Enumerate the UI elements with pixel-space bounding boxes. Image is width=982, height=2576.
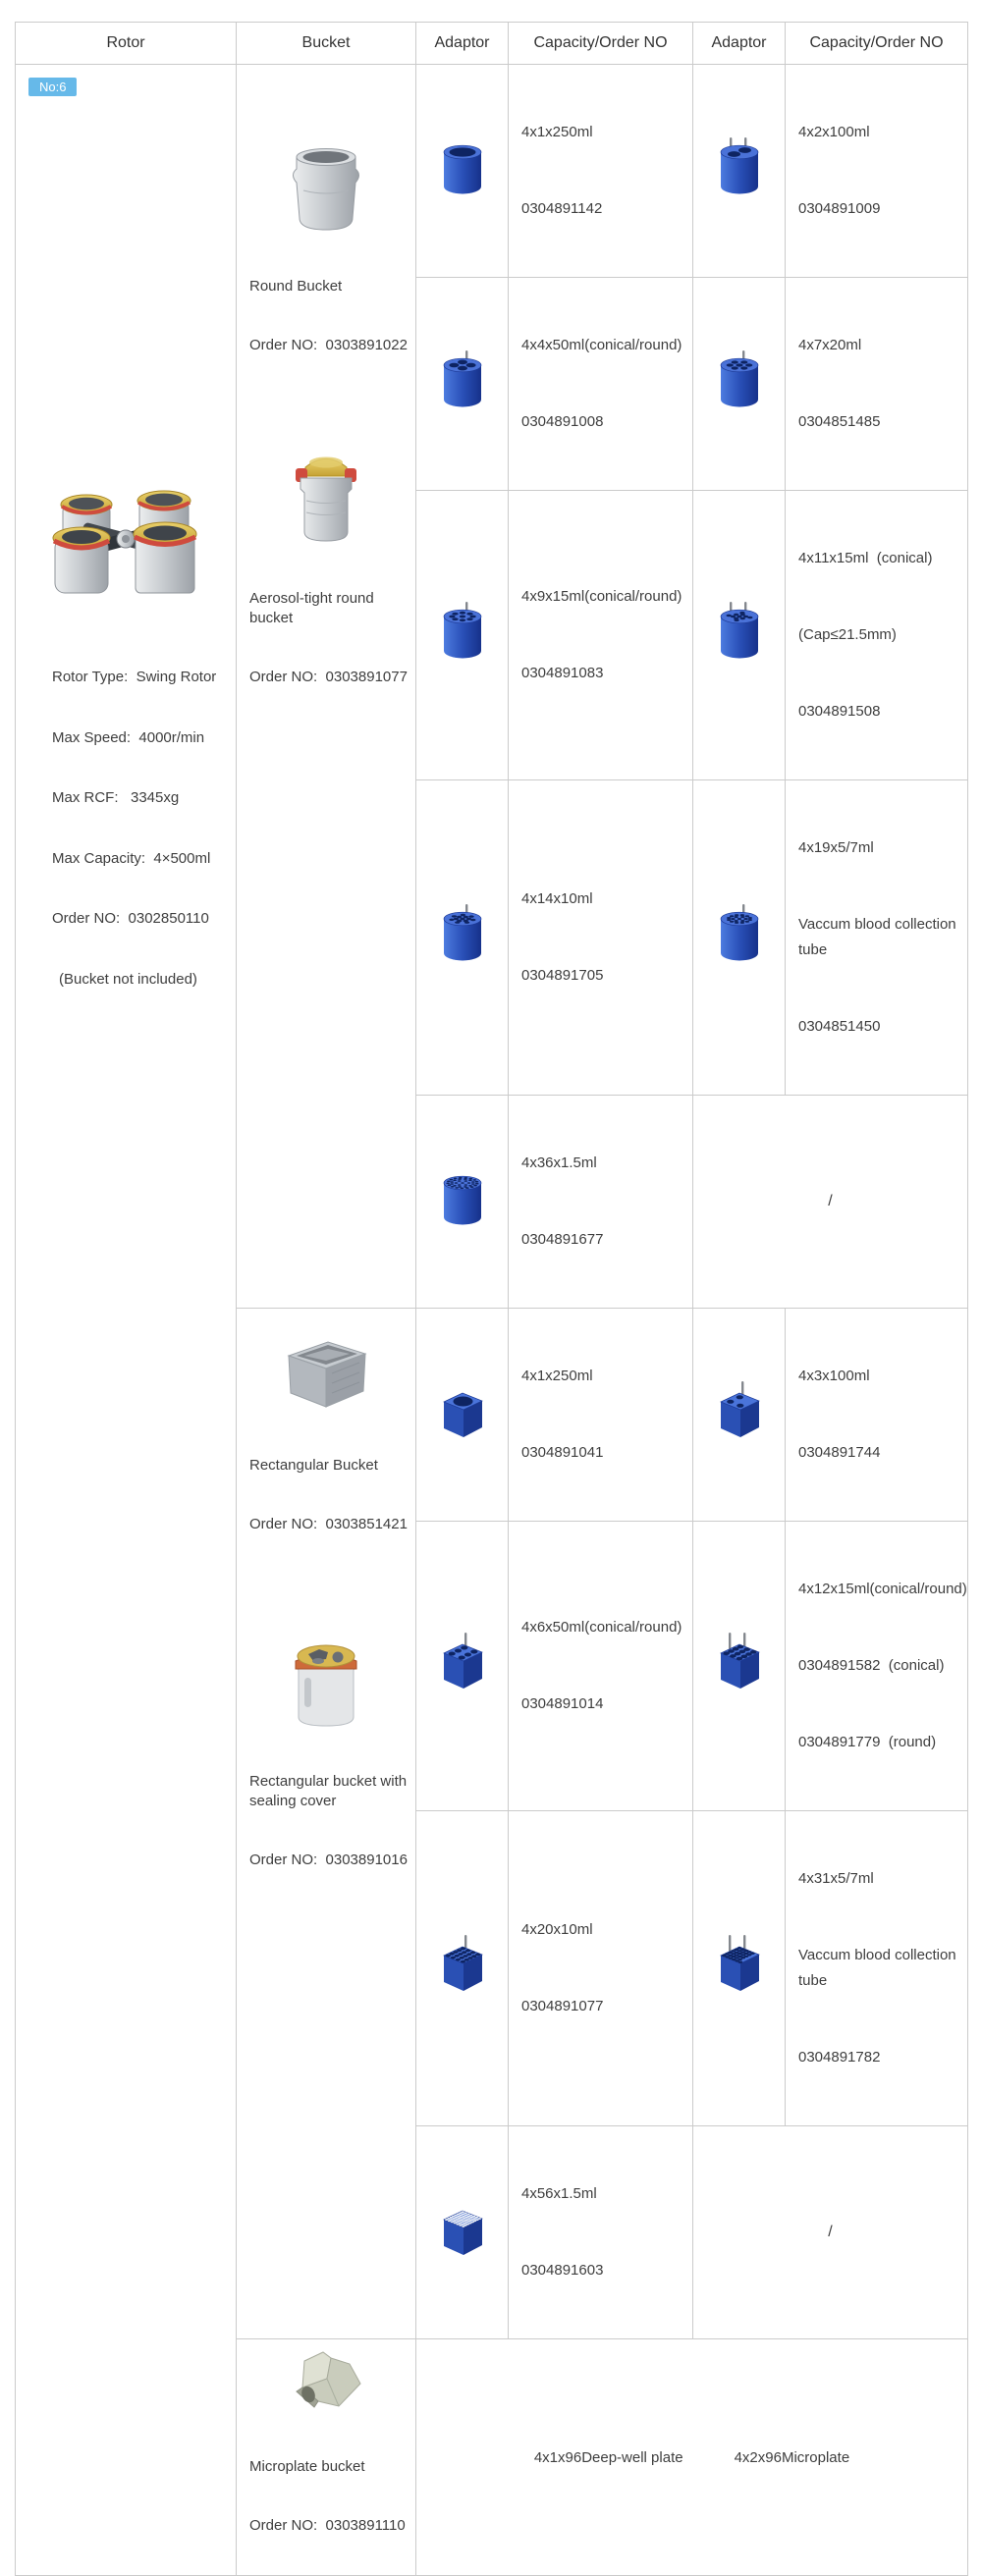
- rotor-spec-speed: Max Speed: 4000r/min: [52, 728, 205, 746]
- capacity-cell: [509, 1096, 693, 1309]
- adaptor-icon: [713, 136, 766, 201]
- adaptor-cell: [693, 1522, 786, 1811]
- rectangular-bucket-image: [237, 1332, 415, 1415]
- adaptor-icon: [435, 2198, 490, 2263]
- order-no-text: 0304891142: [521, 200, 603, 217]
- adaptor-cell: [416, 491, 509, 780]
- order-no-text: 0304891014: [521, 1695, 604, 1712]
- capacity-text: 4x6x50ml(conical/round): [521, 1619, 682, 1636]
- empty-adaptor-cell: /: [693, 1096, 968, 1309]
- bucket-order: Order NO: 0303891110: [249, 2517, 406, 2534]
- capacity-cell: [786, 65, 968, 278]
- adaptor-icon: [435, 1934, 490, 1999]
- capacity-cell: [786, 1309, 968, 1522]
- adaptor-cell: [693, 491, 786, 780]
- capacity-text: 4x7x20ml: [798, 337, 862, 353]
- bucket-product: [237, 1633, 415, 1909]
- capacity-cell: [509, 780, 693, 1096]
- capacity-text: 4x36x1.5ml: [521, 1154, 597, 1171]
- rotor-spec-order: Order NO: 0302850110: [52, 910, 209, 927]
- rotor-specs: [16, 627, 236, 1030]
- capacity-text: 4x20x10ml: [521, 1921, 593, 1938]
- capacity-cell: [786, 278, 968, 491]
- empty-adaptor-cell: /: [693, 2126, 968, 2339]
- deep-well-plate-text: 4x1x96Deep-well plate: [533, 2448, 683, 2466]
- order-no-text: 0304891041: [521, 1444, 604, 1461]
- order-no-text: 0304891009: [798, 200, 881, 217]
- rotor-spec-note: (Bucket not included): [59, 970, 197, 988]
- order-no-text: 0304851450: [798, 1018, 881, 1035]
- adaptor-icon: [436, 136, 489, 201]
- microplate-text: 4x2x96Microplate: [734, 2448, 850, 2466]
- capacity-note: Vaccum blood collection tube: [798, 916, 960, 958]
- capacity-text: 4x3x100ml: [798, 1368, 870, 1384]
- adaptor-icon: [713, 349, 766, 414]
- capacity-text: 4x2x100ml: [798, 124, 870, 140]
- adaptor-cell: [416, 278, 509, 491]
- bucket-order: Order NO: 0303891016: [249, 1852, 408, 1868]
- capacity-cell: [509, 1309, 693, 1522]
- bucket-product: [237, 446, 415, 726]
- adaptor-icon: [436, 601, 489, 666]
- adaptor-cell: [693, 1811, 786, 2126]
- col-header-capacity-1: Capacity/Order NO: [509, 23, 693, 65]
- order-no-text: 0304891744: [798, 1444, 881, 1461]
- bucket-name: Microplate bucket: [249, 2458, 365, 2475]
- rectangular-bucket-sealing-cover-image: [237, 1633, 415, 1731]
- col-header-adaptor-2: Adaptor: [693, 23, 786, 65]
- adaptor-cell: [693, 65, 786, 278]
- bucket-cell-microplate: [237, 2339, 416, 2576]
- adaptor-icon: [712, 1934, 767, 1999]
- adaptor-cell: [693, 278, 786, 491]
- adaptor-cell: [693, 780, 786, 1096]
- capacity-cell: [786, 1522, 968, 1811]
- order-no-text: 0304851485: [798, 413, 881, 430]
- capacity-text: 4x31x5/7ml: [798, 1870, 874, 1887]
- plate-capacity-cell: [416, 2339, 968, 2576]
- adaptor-cell: [416, 65, 509, 278]
- bucket-order: Order NO: 0303891077: [249, 669, 408, 685]
- bucket-cell-round-group: [237, 65, 416, 1309]
- col-header-rotor: Rotor: [16, 23, 237, 65]
- capacity-cell: [509, 1522, 693, 1811]
- order-no-text: 0304891582 (conical): [798, 1657, 945, 1674]
- adaptor-icon: [436, 903, 489, 968]
- rotor-spec-table: [15, 22, 968, 2576]
- swing-rotor-image: [43, 600, 208, 617]
- bucket-product: [237, 2345, 415, 2575]
- adaptor-icon: [435, 1380, 490, 1445]
- bucket-product: [237, 1332, 415, 1574]
- aerosol-tight-round-bucket-image: [237, 446, 415, 548]
- capacity-text: 4x14x10ml: [521, 890, 593, 907]
- capacity-note: (Cap≤21.5mm): [798, 626, 897, 643]
- capacity-text: 4x9x15ml(conical/round): [521, 588, 682, 605]
- adaptor-cell: [693, 1309, 786, 1522]
- adaptor-icon: [712, 1380, 767, 1445]
- bucket-name: Round Bucket: [249, 278, 343, 295]
- capacity-cell: [786, 491, 968, 780]
- capacity-text: 4x19x5/7ml: [798, 839, 874, 856]
- adaptor-icon: [436, 1167, 489, 1232]
- adaptor-icon: [712, 1632, 767, 1696]
- bucket-order: Order NO: 0303851421: [249, 1516, 408, 1532]
- capacity-cell: [786, 780, 968, 1096]
- rotor-spec-type: Rotor Type: Swing Rotor: [52, 669, 217, 685]
- col-header-bucket: Bucket: [237, 23, 416, 65]
- order-no-text: 0304891782: [798, 2049, 881, 2066]
- order-no-text: 0304891705: [521, 967, 604, 984]
- order-no-text: 0304891008: [521, 413, 604, 430]
- order-no-text: 0304891677: [521, 1231, 604, 1248]
- bucket-product: [237, 139, 415, 395]
- capacity-cell: [509, 65, 693, 278]
- bucket-name: Aerosol-tight round bucket: [249, 590, 378, 626]
- capacity-text: 4x56x1.5ml: [521, 2185, 597, 2202]
- adaptor-cell: [416, 780, 509, 1096]
- order-no-text: 0304891779 (round): [798, 1734, 937, 1750]
- order-no-text: 0304891603: [521, 2262, 604, 2279]
- header-row: [16, 23, 968, 65]
- bucket-name: Rectangular bucket with sealing cover: [249, 1773, 411, 1809]
- adaptor-icon: [713, 601, 766, 666]
- adaptor-cell: [416, 1096, 509, 1309]
- rotor-spec-rcf: Max RCF: 3345xg: [52, 789, 180, 806]
- adaptor-cell: [416, 1522, 509, 1811]
- bucket-order: Order NO: 0303891022: [249, 337, 408, 353]
- capacity-text: 4x11x15ml (conical): [798, 550, 933, 566]
- capacity-cell: [509, 491, 693, 780]
- adaptor-icon: [436, 349, 489, 414]
- order-no-text: 0304891083: [521, 665, 604, 681]
- capacity-text: 4x4x50ml(conical/round): [521, 337, 682, 353]
- order-no-text: 0304891077: [521, 1998, 604, 2014]
- microplate-bucket-image: [237, 2345, 415, 2416]
- capacity-cell: [786, 1811, 968, 2126]
- rotor-spec-capacity: Max Capacity: 4×500ml: [52, 849, 211, 867]
- rotor-cell: [16, 65, 237, 2576]
- adaptor-cell: [416, 2126, 509, 2339]
- capacity-cell: [509, 1811, 693, 2126]
- col-header-adaptor-1: Adaptor: [416, 23, 509, 65]
- adaptor-cell: [416, 1309, 509, 1522]
- capacity-text: 4x12x15ml(conical/round): [798, 1581, 967, 1597]
- adaptor-icon: [713, 903, 766, 968]
- adaptor-icon: [435, 1632, 490, 1696]
- adaptor-cell: [416, 1811, 509, 2126]
- capacity-text: 4x1x250ml: [521, 1368, 593, 1384]
- round-bucket-image: [237, 139, 415, 236]
- rotor-number-badge: No:6: [28, 78, 77, 96]
- col-header-capacity-2: Capacity/Order NO: [786, 23, 968, 65]
- capacity-cell: [509, 2126, 693, 2339]
- order-no-text: 0304891508: [798, 703, 881, 720]
- capacity-text: 4x1x250ml: [521, 124, 593, 140]
- bucket-cell-rectangular-group: [237, 1309, 416, 2339]
- bucket-name: Rectangular Bucket: [249, 1457, 378, 1474]
- capacity-cell: [509, 278, 693, 491]
- capacity-note: Vaccum blood collection tube: [798, 1947, 960, 1989]
